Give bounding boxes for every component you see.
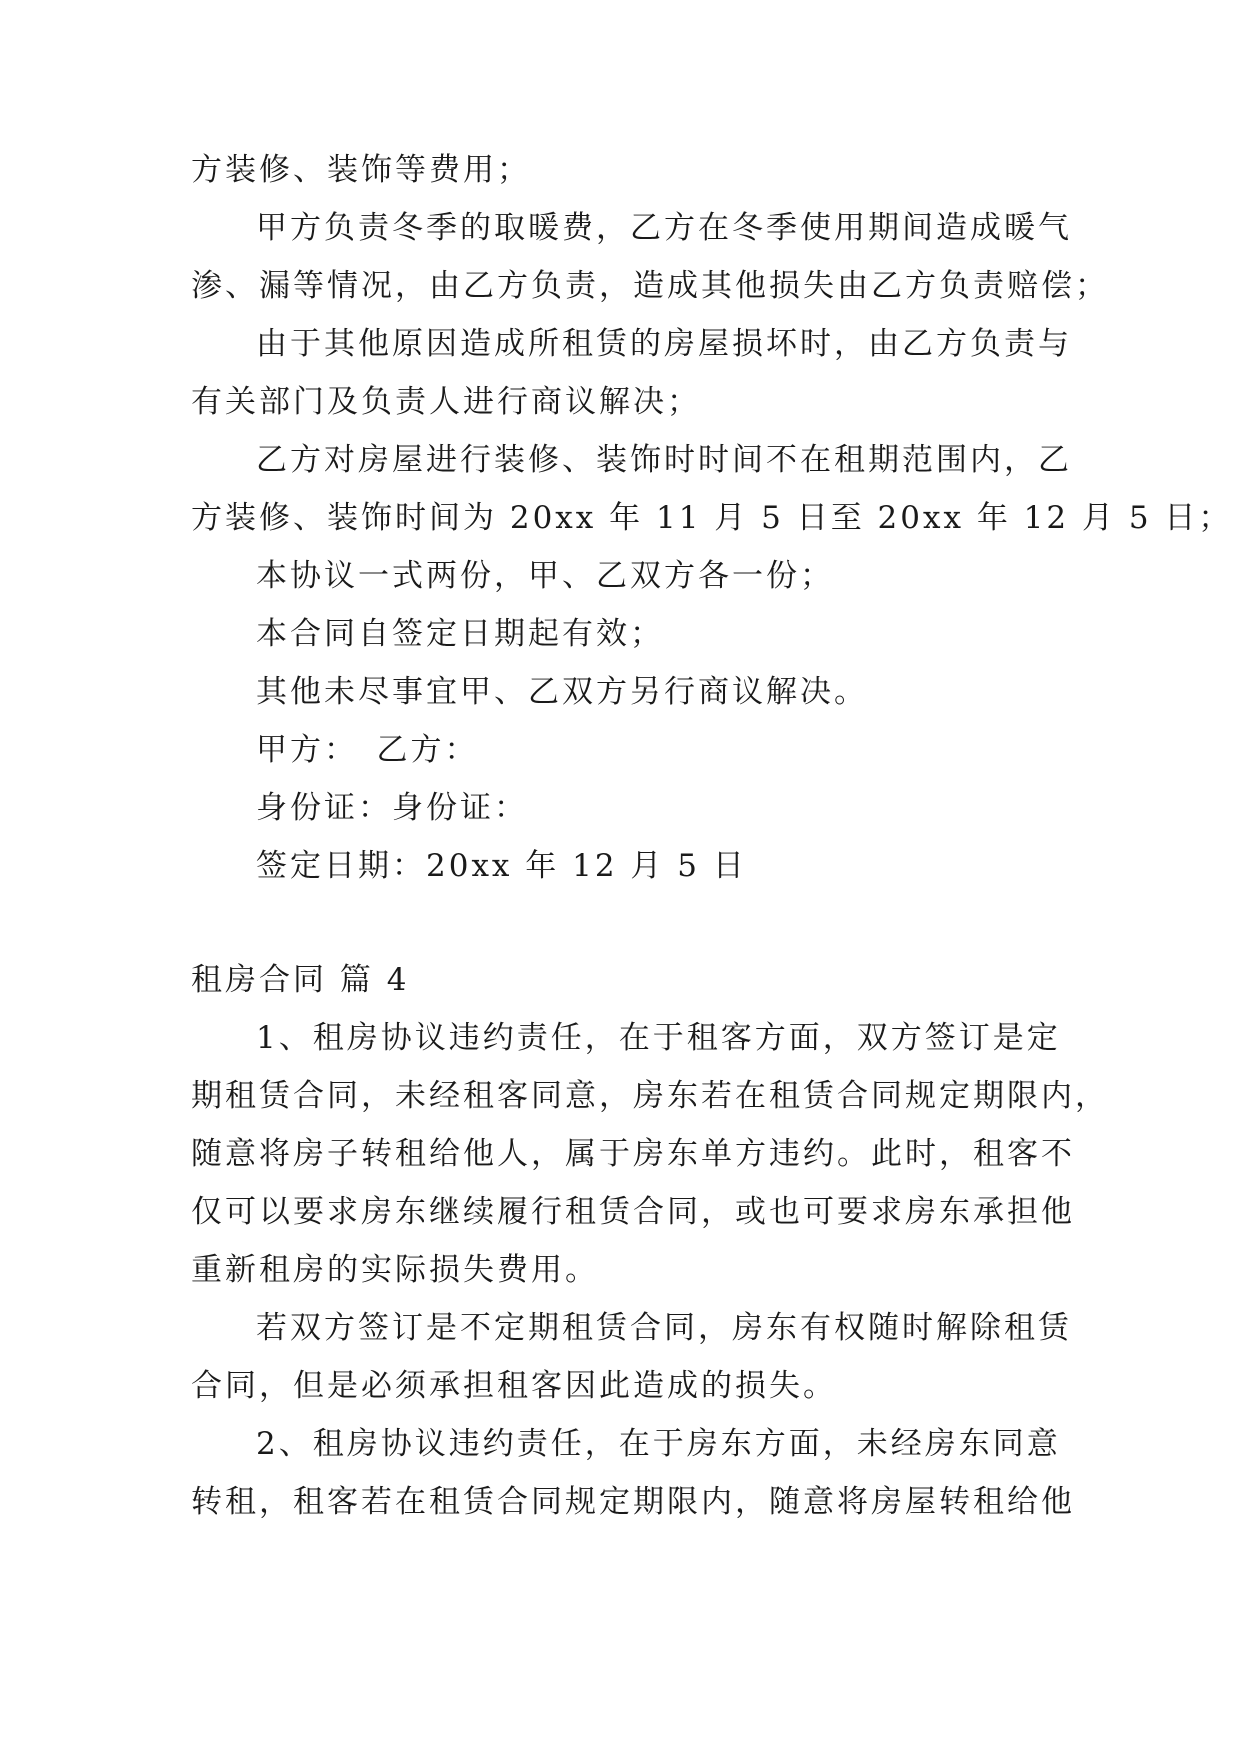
id-card-line: 身份证：身份证： (256, 790, 528, 826)
text-line: 转租，租客若在租赁合同规定期限内，随意将房屋转租给他 (191, 1484, 1075, 1520)
text-line: 仅可以要求房东继续履行租赁合同，或也可要求房东承担他 (191, 1194, 1075, 1230)
text-line: 方装修、装饰时间为 20xx 年 11 月 5 日至 20xx 年 12 月 5 日； (191, 500, 1233, 536)
text-line: 1、租房协议违约责任，在于租客方面，双方签订是定 (256, 1020, 1061, 1056)
text-line: 甲方负责冬季的取暖费，乙方在冬季使用期间造成暖气 (256, 210, 1072, 246)
text-line: 渗、漏等情况，由乙方负责，造成其他损失由乙方负责赔偿； (191, 268, 1109, 304)
text-line: 本合同自签定日期起有效； (256, 616, 664, 652)
text-line: 若双方签订是不定期租赁合同，房东有权随时解除租赁 (256, 1310, 1072, 1346)
text-line: 期租赁合同，未经租客同意，房东若在租赁合同规定期限内， (191, 1078, 1109, 1114)
text-line: 由于其他原因造成所租赁的房屋损坏时，由乙方负责与 (256, 326, 1072, 362)
section-title: 租房合同 篇 4 (191, 962, 410, 998)
text-line: 随意将房子转租给他人，属于房东单方违约。此时，租客不 (191, 1136, 1075, 1172)
text-line: 2、租房协议违约责任，在于房东方面，未经房东同意 (256, 1426, 1061, 1462)
text-line: 重新租房的实际损失费用。 (191, 1252, 599, 1288)
text-line: 本协议一式两份，甲、乙双方各一份； (256, 558, 834, 594)
sign-date-line: 签定日期：20xx 年 12 月 5 日 (256, 848, 747, 884)
text-line: 方装修、装饰等费用； (191, 152, 531, 188)
text-line: 合同，但是必须承担租客因此造成的损失。 (191, 1368, 837, 1404)
text-line: 乙方对房屋进行装修、装饰时时间不在租期范围内，乙 (256, 442, 1072, 478)
signature-party-line: 甲方： 乙方： (256, 732, 479, 768)
text-line: 其他未尽事宜甲、乙双方另行商议解决。 (256, 674, 868, 710)
text-line: 有关部门及负责人进行商议解决； (191, 384, 701, 420)
